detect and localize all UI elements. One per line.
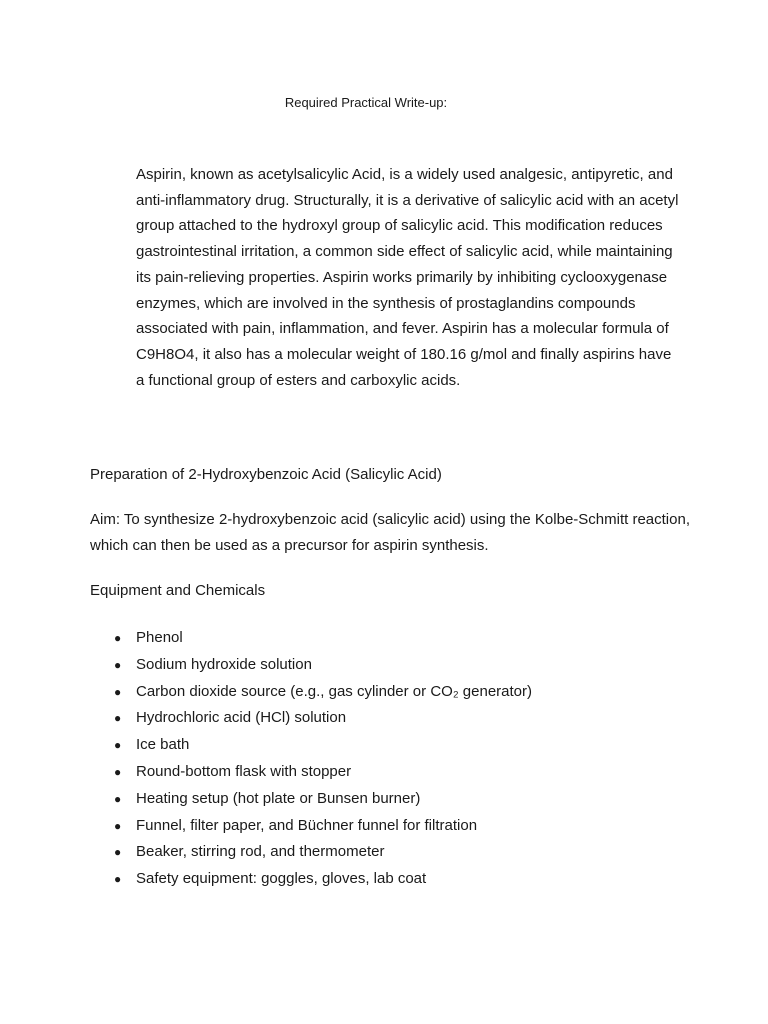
list-item: [90, 867, 532, 894]
list-item: [90, 787, 532, 814]
list-item-text: Round-bottom flask with stopper: [136, 762, 352, 780]
list-item: [90, 733, 532, 760]
list-item: [90, 840, 532, 867]
list-item-text: Beaker, stirring rod, and thermometer: [136, 843, 385, 861]
bullet-icon: ●: [114, 631, 122, 645]
section-heading: Preparation of 2-Hydroxybenzoic Acid (Salicylic Acid): [90, 466, 442, 483]
list-item: [90, 626, 532, 653]
bullet-icon: ●: [114, 711, 122, 726]
list-item-text: Funnel, filter paper, and Büchner funnel for filtration: [136, 816, 478, 834]
bullet-icon: ●: [114, 657, 122, 672]
bullet-icon: ●: [114, 818, 122, 833]
list-item-text: Heating setup (hot plate or Bunsen burner): [136, 789, 421, 807]
list-item-text: Sodium hydroxide solution: [136, 655, 312, 673]
list-item-text: Safety equipment: goggles, gloves, lab coat: [136, 870, 427, 888]
bullet-icon: ●: [114, 684, 122, 699]
bullet-icon: ●: [114, 845, 122, 860]
list-item: [90, 680, 532, 707]
equipment-list: [90, 626, 532, 894]
bullet-icon: ●: [114, 872, 122, 887]
page-title: Required Practical Write-up:: [284, 95, 448, 110]
list-item-text: Hydrochloric acid (HCl) solution: [136, 709, 347, 727]
bullet-icon: ●: [114, 791, 122, 806]
bullet-icon: ●: [114, 764, 122, 779]
list-item-text: Carbon dioxide source (e.g., gas cylinder or CO₂ generator): [136, 682, 533, 700]
list-item-text: Phenol: [136, 629, 183, 646]
list-item: [90, 814, 532, 841]
intro-paragraph: Aspirin, known as acetylsalicylic Acid, is a widely used analgesic, antipyretic, and anti-inflammatory drug. Structurally, it is a derivative of salicylic acid with an acetyl group attached to the hydroxyl group of salicylic acid. This modification reduces gastrointestinal irritation, a common side effect of salicylic acid, while maintaining its pain-relieving properties. Aspirin works primarily by inhibiting cyclooxygenase enzymes, which are involved in the synthesis of prostaglandins compounds associated with pain, inflammation, and fever. Aspirin has a molecular formula of C9H8O4, it also has a molecular weight of 180.16 g/mol and finally aspirins have a functional group of esters and carboxylic acids.: [136, 166, 679, 389]
aim-paragraph: Aim: To synthesize 2-hydroxybenzoic acid (salicylic acid) using the Kolbe-Schmitt reaction, which can then be used as a precursor for aspirin synthesis.: [90, 511, 690, 554]
list-item-text: Ice bath: [136, 736, 190, 754]
list-item: [90, 706, 532, 733]
list-item: [90, 653, 532, 680]
bullet-icon: ●: [114, 738, 122, 753]
equipment-heading: Equipment and Chemicals: [90, 582, 266, 599]
list-item: [90, 760, 532, 787]
